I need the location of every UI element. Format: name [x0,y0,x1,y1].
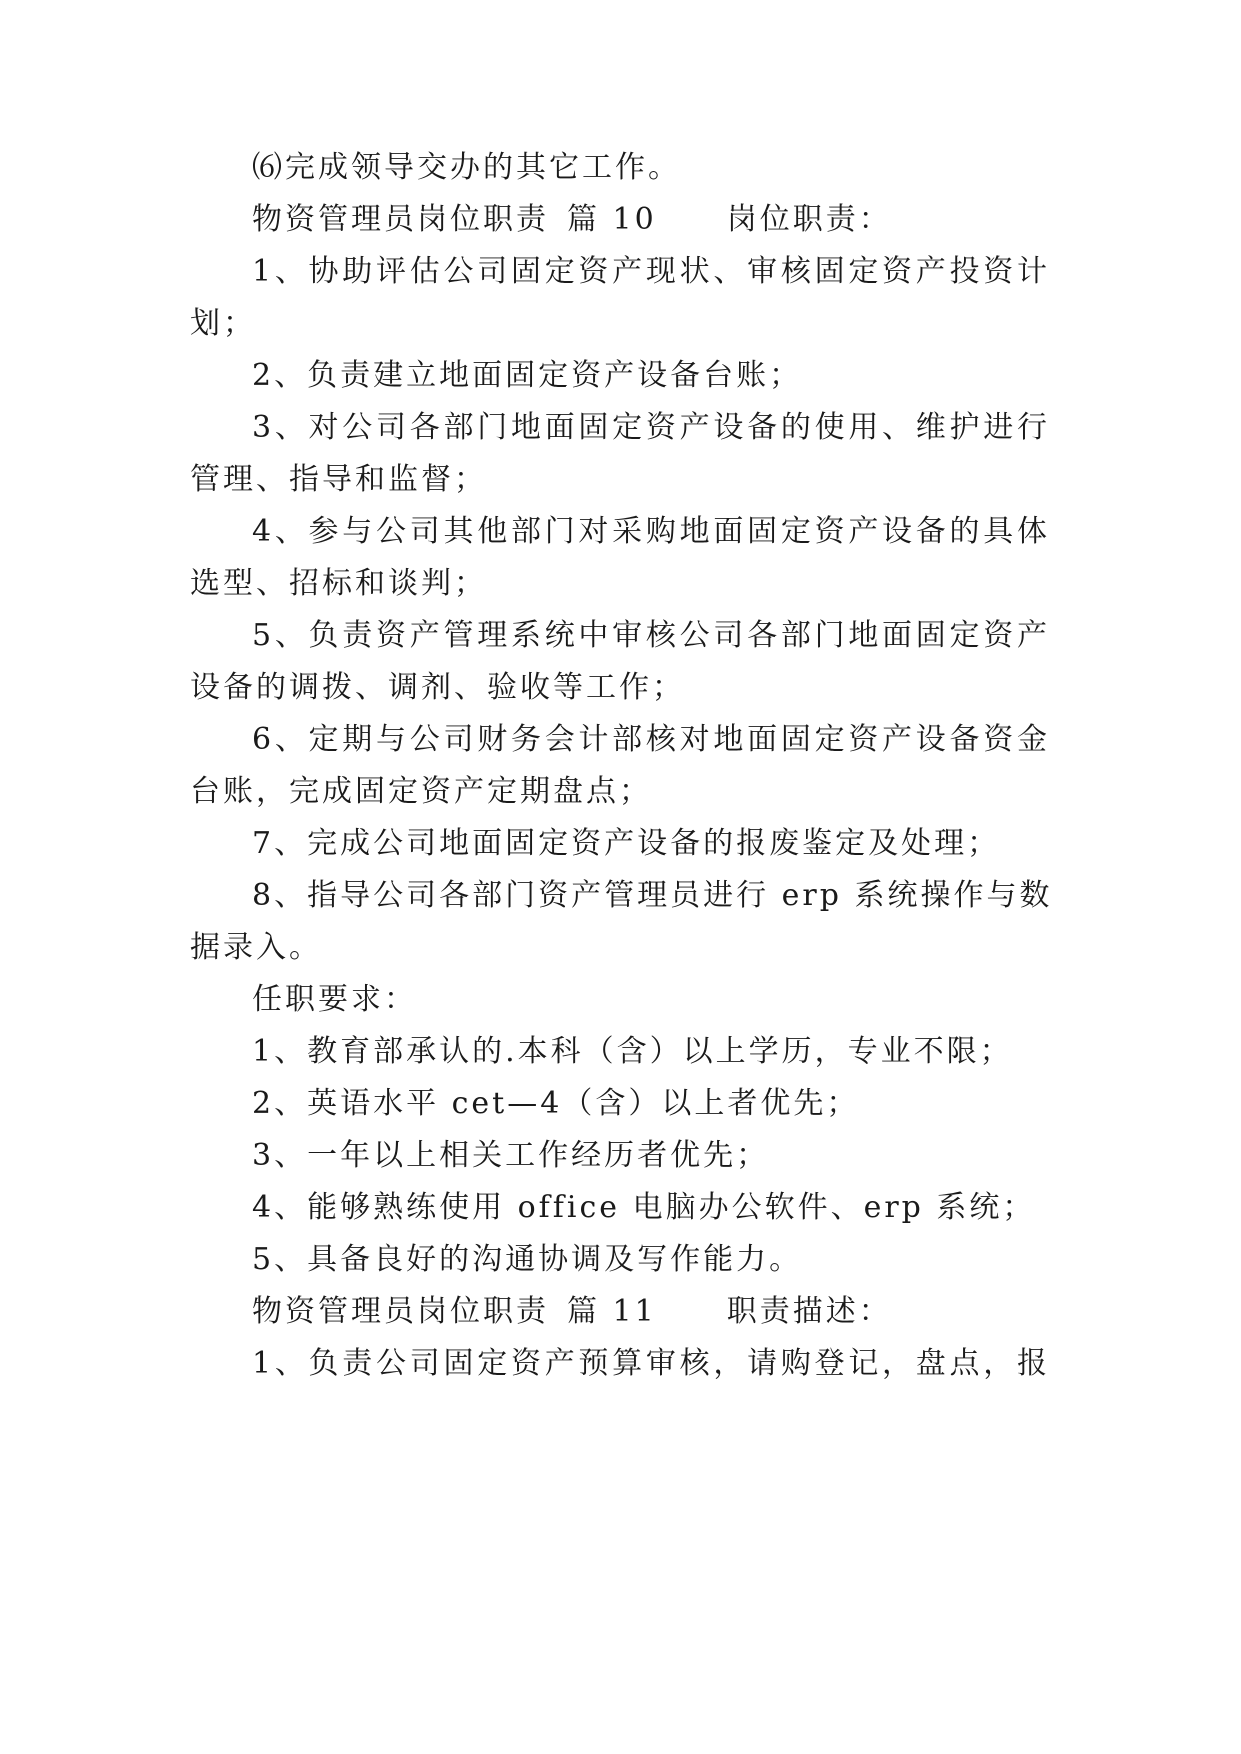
paragraph-line: 管理、指导和监督； [190,462,487,497]
paragraph-line: 1、负责公司固定资产预算审核，请购登记，盘点，报 [252,1346,1050,1381]
paragraph-line: 划； [190,306,256,341]
paragraph-line: 1、教育部承认的.本科（含）以上学历，专业不限； [252,1034,1013,1069]
section-subtitle: 岗位职责： [726,202,892,237]
paragraph-line: 据录入。 [190,930,322,965]
paragraph-line: 2、英语水平 cet—4（含）以上者优先； [252,1086,860,1121]
paragraph-line: 3、一年以上相关工作经历者优先； [252,1138,770,1173]
paragraph-line: 2、负责建立地面固定资产设备台账； [252,358,803,393]
paragraph-line: 1、协助评估公司固定资产现状、审核固定资产投资计 [252,254,1050,289]
paragraph-line: 4、能够熟练使用 office 电脑办公软件、erp 系统； [252,1190,1036,1225]
section-title: 物资管理员岗位职责 [252,202,549,237]
section-number: 篇 11 [567,1294,657,1329]
paragraph-line: 5、具备良好的沟通协调及写作能力。 [252,1242,803,1277]
paragraph-line: 6、定期与公司财务会计部核对地面固定资产设备资金 [252,722,1050,757]
paragraph-line [252,148,1112,188]
paragraph-line: 选型、招标和谈判； [190,566,487,601]
section-title: 物资管理员岗位职责 [252,1294,549,1329]
section-heading [252,200,1112,240]
paragraph-line: 4、参与公司其他部门对采购地面固定资产设备的具体 [252,514,1050,549]
section-heading [252,1292,1112,1332]
paragraph-line: 设备的调拨、调剂、验收等工作； [190,670,685,705]
section-number: 篇 10 [567,202,657,237]
paragraph-line: 台账，完成固定资产定期盘点； [190,774,652,809]
section-subtitle: 职责描述： [726,1294,892,1329]
paragraph-line: 3、对公司各部门地面固定资产设备的使用、维护进行 [252,410,1050,445]
paragraph-line: 8、指导公司各部门资产管理员进行 erp 系统操作与数 [252,878,1053,913]
paragraph-line: 7、完成公司地面固定资产设备的报废鉴定及处理； [252,826,1001,861]
paragraph-line: 任职要求： [252,982,417,1017]
paragraph-line: 5、负责资产管理系统中审核公司各部门地面固定资产 [252,618,1050,653]
text-span: ⑹完成领导交办的其它工作。 [252,150,681,185]
